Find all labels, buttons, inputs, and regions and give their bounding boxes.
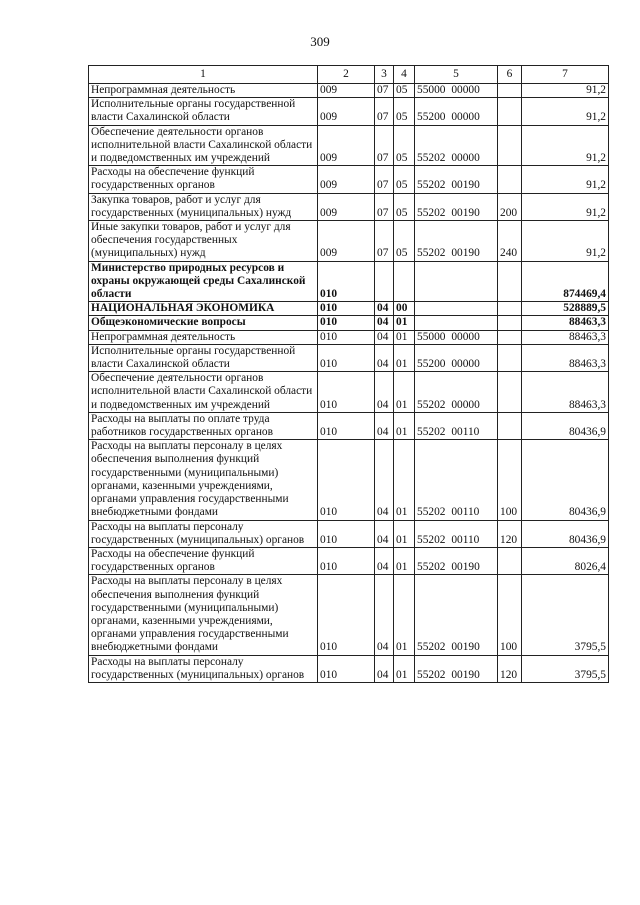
expense-type-cell — [498, 261, 522, 302]
subsection-code-cell: 00 — [394, 302, 415, 316]
amount-cell: 88463,3 — [522, 344, 609, 371]
row-name-cell: НАЦИОНАЛЬНАЯ ЭКОНОМИКА — [89, 302, 318, 316]
row-name-cell: Расходы на обеспечение функций государственных органов — [89, 166, 318, 193]
amount-cell: 91,2 — [522, 84, 609, 98]
department-code-cell: 010 — [318, 520, 375, 547]
row-name-cell: Министерство природных ресурсов и охраны окружающей среды Сахалинской области — [89, 261, 318, 302]
amount-cell: 88463,3 — [522, 330, 609, 344]
subsection-code-cell: 01 — [394, 330, 415, 344]
column-header-1: 1 — [89, 66, 318, 84]
expense-type-cell: 240 — [498, 221, 522, 262]
expense-type-cell — [498, 316, 522, 330]
subsection-code-cell: 01 — [394, 520, 415, 547]
target-article-cell: 55200 00000 — [415, 98, 498, 125]
target-article-cell: 55202 00190 — [415, 547, 498, 574]
section-code-cell: 07 — [375, 98, 394, 125]
target-article-cell: 55202 00000 — [415, 372, 498, 413]
row-name-cell: Исполнительные органы государственной власти Сахалинской области — [89, 344, 318, 371]
target-article-cell: 55202 00110 — [415, 520, 498, 547]
column-header-2: 2 — [318, 66, 375, 84]
expense-type-cell — [498, 125, 522, 166]
amount-cell: 80436,9 — [522, 520, 609, 547]
department-code-cell: 009 — [318, 193, 375, 220]
column-header-7: 7 — [522, 66, 609, 84]
table-row — [89, 84, 609, 98]
subsection-code-cell: 05 — [394, 84, 415, 98]
expense-type-cell — [498, 84, 522, 98]
target-article-cell — [415, 316, 498, 330]
amount-cell: 8026,4 — [522, 547, 609, 574]
section-code-cell: 04 — [375, 575, 394, 655]
subsection-code-cell: 05 — [394, 125, 415, 166]
department-code-cell: 010 — [318, 344, 375, 371]
amount-cell: 3795,5 — [522, 655, 609, 682]
department-code-cell: 010 — [318, 547, 375, 574]
section-code-cell: 04 — [375, 412, 394, 439]
subsection-code-cell — [394, 261, 415, 302]
target-article-cell: 55000 00000 — [415, 84, 498, 98]
table-row — [89, 412, 609, 439]
row-name-cell: Непрограммная деятельность — [89, 330, 318, 344]
target-article-cell — [415, 302, 498, 316]
section-code-cell: 04 — [375, 520, 394, 547]
section-code-cell: 04 — [375, 344, 394, 371]
target-article-cell: 55202 00190 — [415, 166, 498, 193]
subsection-code-cell: 01 — [394, 655, 415, 682]
subsection-code-cell: 05 — [394, 166, 415, 193]
budget-table — [88, 65, 609, 683]
subsection-code-cell: 05 — [394, 221, 415, 262]
department-code-cell: 010 — [318, 302, 375, 316]
row-name-cell: Расходы на обеспечение функций государственных органов — [89, 547, 318, 574]
table-row — [89, 261, 609, 302]
amount-cell: 88463,3 — [522, 316, 609, 330]
department-code-cell: 010 — [318, 575, 375, 655]
department-code-cell: 010 — [318, 440, 375, 520]
department-code-cell: 010 — [318, 316, 375, 330]
department-code-cell: 009 — [318, 125, 375, 166]
amount-cell: 874469,4 — [522, 261, 609, 302]
table-row — [89, 547, 609, 574]
target-article-cell: 55202 00190 — [415, 655, 498, 682]
expense-type-cell — [498, 330, 522, 344]
column-header-5: 5 — [415, 66, 498, 84]
amount-cell: 80436,9 — [522, 412, 609, 439]
row-name-cell: Расходы на выплаты персоналу государственных (муниципальных) органов — [89, 655, 318, 682]
table-row — [89, 330, 609, 344]
amount-cell: 91,2 — [522, 125, 609, 166]
table-row — [89, 125, 609, 166]
table-row — [89, 520, 609, 547]
target-article-cell: 55202 00190 — [415, 221, 498, 262]
expense-type-cell: 100 — [498, 575, 522, 655]
target-article-cell: 55202 00190 — [415, 575, 498, 655]
subsection-code-cell: 01 — [394, 412, 415, 439]
section-code-cell: 07 — [375, 166, 394, 193]
department-code-cell: 009 — [318, 166, 375, 193]
amount-cell: 91,2 — [522, 166, 609, 193]
section-code-cell: 07 — [375, 125, 394, 166]
amount-cell: 80436,9 — [522, 440, 609, 520]
subsection-code-cell: 05 — [394, 193, 415, 220]
row-name-cell: Расходы на выплаты персоналу в целях обеспечения выполнения функций государственными (муниципальными) органами, казенными учреждениями, органами управления государственными внебюджетными фондами — [89, 440, 318, 520]
target-article-cell: 55202 00000 — [415, 125, 498, 166]
target-article-cell — [415, 261, 498, 302]
table-row — [89, 193, 609, 220]
table-row — [89, 221, 609, 262]
department-code-cell: 009 — [318, 221, 375, 262]
section-code-cell: 04 — [375, 440, 394, 520]
department-code-cell: 010 — [318, 412, 375, 439]
subsection-code-cell: 01 — [394, 344, 415, 371]
row-name-cell: Закупка товаров, работ и услуг для государственных (муниципальных) нужд — [89, 193, 318, 220]
table-row — [89, 575, 609, 655]
column-header-4: 4 — [394, 66, 415, 84]
table-row — [89, 302, 609, 316]
department-code-cell: 010 — [318, 372, 375, 413]
section-code-cell: 04 — [375, 372, 394, 413]
row-name-cell: Обеспечение деятельности органов исполнительной власти Сахалинской области и подведомственных им учреждений — [89, 372, 318, 413]
section-code-cell: 04 — [375, 547, 394, 574]
expense-type-cell — [498, 302, 522, 316]
subsection-code-cell: 05 — [394, 98, 415, 125]
subsection-code-cell: 01 — [394, 547, 415, 574]
target-article-cell: 55202 00110 — [415, 412, 498, 439]
expense-type-cell: 200 — [498, 193, 522, 220]
row-name-cell: Общеэкономические вопросы — [89, 316, 318, 330]
amount-cell: 91,2 — [522, 221, 609, 262]
expense-type-cell — [498, 547, 522, 574]
section-code-cell: 07 — [375, 84, 394, 98]
department-code-cell: 010 — [318, 261, 375, 302]
row-name-cell: Непрограммная деятельность — [89, 84, 318, 98]
table-header-row — [89, 66, 609, 84]
subsection-code-cell: 01 — [394, 440, 415, 520]
row-name-cell: Расходы на выплаты по оплате труда работников государственных органов — [89, 412, 318, 439]
table-row — [89, 316, 609, 330]
section-code-cell: 04 — [375, 302, 394, 316]
column-header-6: 6 — [498, 66, 522, 84]
target-article-cell: 55000 00000 — [415, 330, 498, 344]
expense-type-cell — [498, 372, 522, 413]
target-article-cell: 55202 00110 — [415, 440, 498, 520]
expense-type-cell — [498, 344, 522, 371]
table-row — [89, 440, 609, 520]
section-code-cell: 04 — [375, 655, 394, 682]
page-number: 309 — [310, 34, 330, 49]
column-header-3: 3 — [375, 66, 394, 84]
subsection-code-cell: 01 — [394, 372, 415, 413]
department-code-cell: 010 — [318, 655, 375, 682]
department-code-cell: 009 — [318, 84, 375, 98]
section-code-cell: 04 — [375, 330, 394, 344]
amount-cell: 3795,5 — [522, 575, 609, 655]
table-row — [89, 655, 609, 682]
row-name-cell: Исполнительные органы государственной власти Сахалинской области — [89, 98, 318, 125]
subsection-code-cell: 01 — [394, 575, 415, 655]
row-name-cell: Иные закупки товаров, работ и услуг для обеспечения государственных (муниципальных) нужд — [89, 221, 318, 262]
row-name-cell: Обеспечение деятельности органов исполнительной власти Сахалинской области и подведомственных им учреждений — [89, 125, 318, 166]
table-row — [89, 98, 609, 125]
table-row — [89, 372, 609, 413]
table-row — [89, 344, 609, 371]
amount-cell: 88463,3 — [522, 372, 609, 413]
expense-type-cell — [498, 412, 522, 439]
amount-cell: 91,2 — [522, 98, 609, 125]
department-code-cell: 009 — [318, 98, 375, 125]
target-article-cell: 55202 00190 — [415, 193, 498, 220]
subsection-code-cell: 01 — [394, 316, 415, 330]
expense-type-cell: 120 — [498, 520, 522, 547]
section-code-cell: 07 — [375, 193, 394, 220]
amount-cell: 528889,5 — [522, 302, 609, 316]
section-code-cell: 07 — [375, 221, 394, 262]
row-name-cell: Расходы на выплаты персоналу государственных (муниципальных) органов — [89, 520, 318, 547]
expense-type-cell — [498, 98, 522, 125]
department-code-cell: 010 — [318, 330, 375, 344]
row-name-cell: Расходы на выплаты персоналу в целях обеспечения выполнения функций государственными (муниципальными) органами, казенными учреждениями, органами управления государственными внебюджетными фондами — [89, 575, 318, 655]
section-code-cell — [375, 261, 394, 302]
amount-cell: 91,2 — [522, 193, 609, 220]
target-article-cell: 55200 00000 — [415, 344, 498, 371]
section-code-cell: 04 — [375, 316, 394, 330]
expense-type-cell: 100 — [498, 440, 522, 520]
expense-type-cell: 120 — [498, 655, 522, 682]
table-row — [89, 166, 609, 193]
expense-type-cell — [498, 166, 522, 193]
